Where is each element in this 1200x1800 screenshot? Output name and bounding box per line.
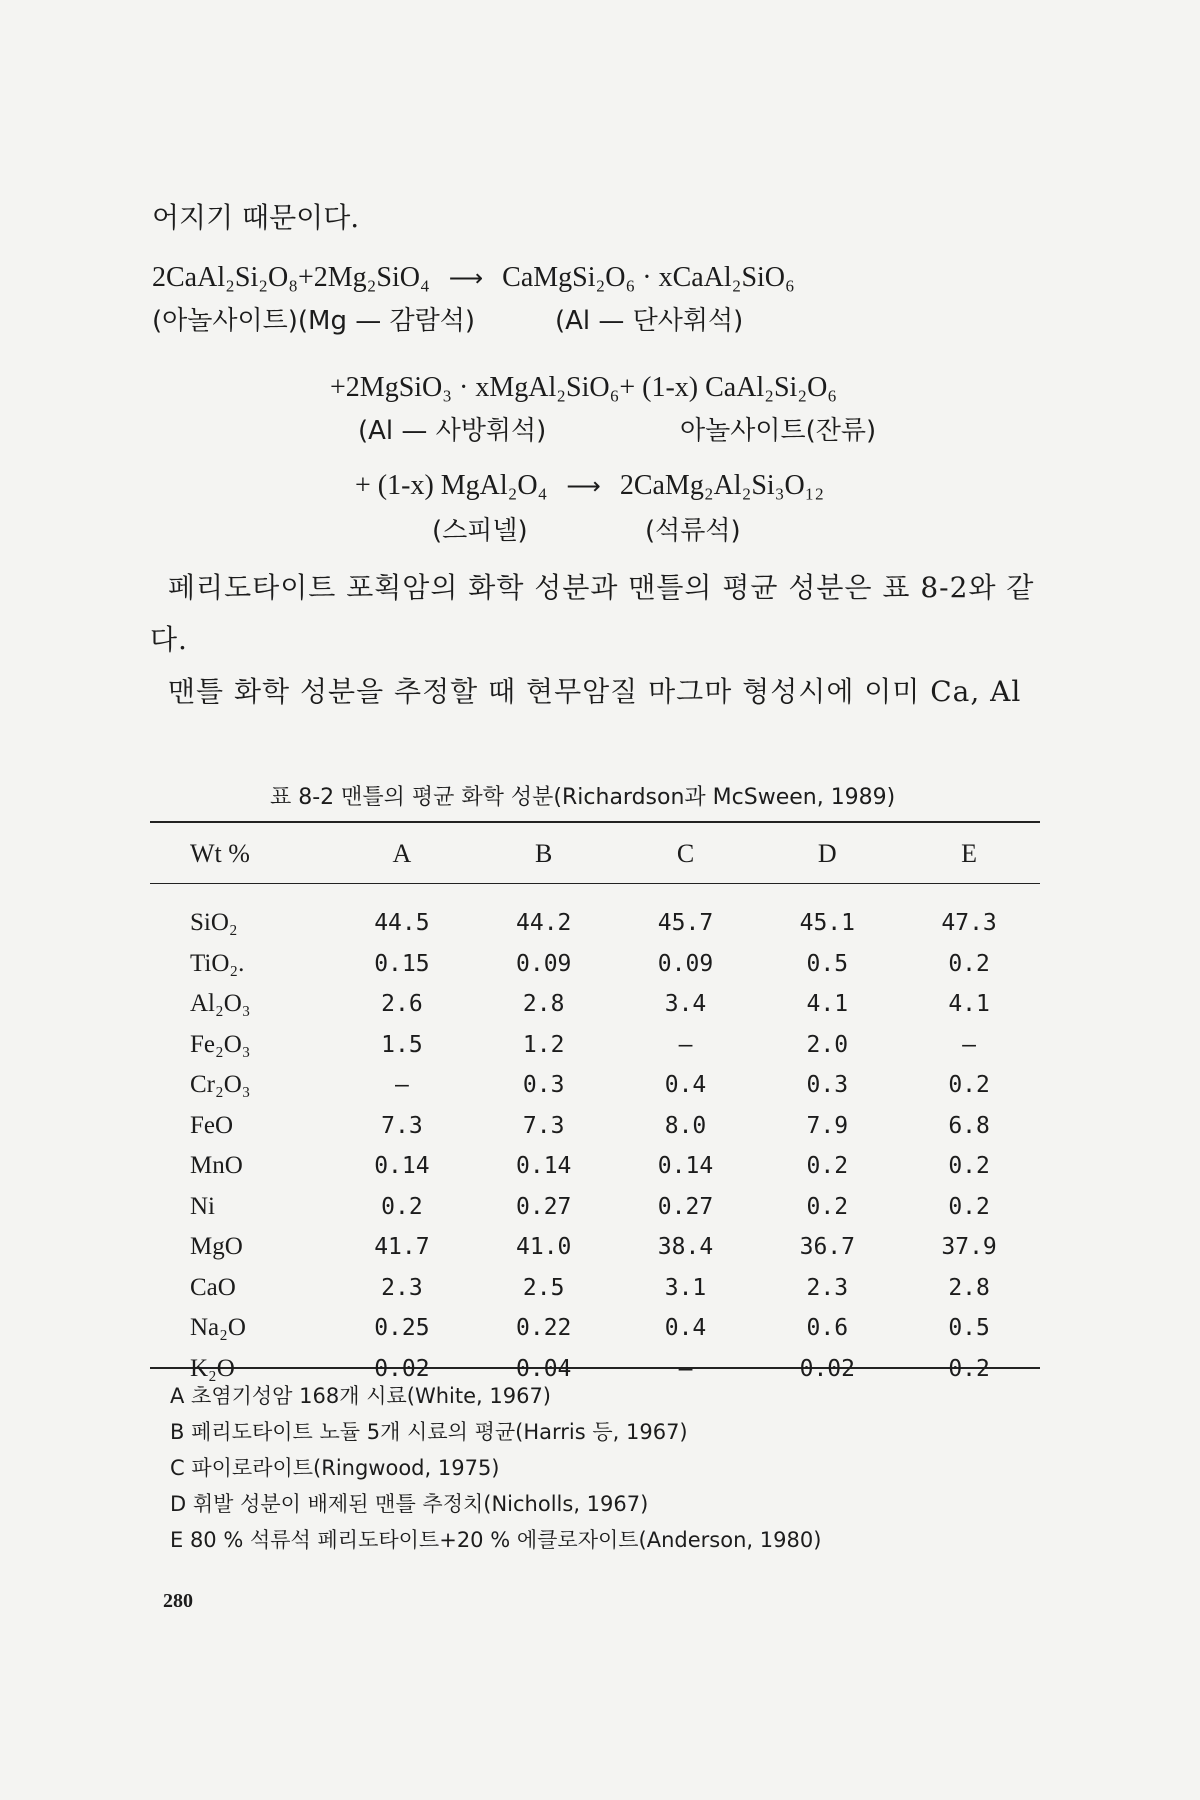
component-cell: CaO: [190, 1273, 236, 1301]
equation-1-label-b: (Al — 단사휘석): [555, 306, 744, 336]
table-row: [150, 1025, 1040, 1066]
value-cell: 0.15: [374, 950, 430, 977]
value-cell: 2.3: [381, 1274, 423, 1301]
paragraph-2: 맨틀 화학 성분을 추정할 때 현무암질 마그마 형성시에 이미 Ca, Al: [168, 675, 1022, 708]
value-cell: 0.09: [516, 950, 572, 977]
note-a: A 초염기성암 168개 시료(White, 1967): [170, 1384, 552, 1408]
equation-1-lhs: 2CaAl₂Si₂O₈+2Mg₂SiO₄: [152, 262, 430, 293]
value-cell: 0.25: [374, 1315, 430, 1342]
value-cell: 0.27: [657, 1193, 714, 1220]
value-cell: 0.02: [799, 1355, 855, 1382]
value-cell: 45.1: [799, 910, 855, 937]
value-cell: 41.0: [516, 1234, 572, 1261]
table-caption: 표 8-2 맨틀의 평균 화학 성분(Richardson과 McSween, 1989): [270, 785, 896, 810]
value-cell: 2.0: [806, 1031, 849, 1058]
value-cell: 38.4: [657, 1234, 714, 1261]
value-cell: 0.2: [806, 1153, 849, 1180]
value-cell: 0.04: [516, 1355, 572, 1382]
value-cell: 2.5: [522, 1274, 565, 1301]
component-cell: MnO: [190, 1152, 243, 1180]
table-row: [150, 1308, 1040, 1349]
value-cell: 45.7: [657, 910, 714, 937]
table-row: [150, 1227, 1040, 1268]
value-cell: 6.8: [948, 1112, 990, 1139]
equation-line-2: +2MgSiO₃ · xMgAl₂SiO₆+ (1-x) CaAl₂Si₂O₆: [330, 372, 838, 403]
value-cell: 2.8: [948, 1274, 990, 1301]
table-row: [150, 1187, 1040, 1228]
value-cell: 0.14: [657, 1153, 714, 1180]
paragraph-1: 페리도타이트 포획암의 화학 성분과 맨틀의 평균 성분은 표 8-2와 같다.: [150, 571, 1035, 656]
value-cell: 0.4: [664, 1315, 707, 1342]
value-cell: 0.2: [381, 1193, 423, 1220]
note-e: E 80 % 석류석 페리도타이트+20 % 에클로자이트(Anderson, 1980): [170, 1528, 822, 1552]
value-cell: 36.7: [799, 1234, 855, 1261]
equation-line-3: [355, 470, 824, 502]
header-wt-percent: Wt %: [190, 839, 250, 868]
equation-3-label-a: (스피넬): [432, 516, 528, 546]
intro-text: 어지기 때문이다.: [152, 201, 360, 234]
value-cell: 2.3: [806, 1274, 849, 1301]
note-d: D 휘발 성분이 배제된 맨틀 추정치(Nicholls, 1967): [170, 1492, 649, 1516]
value-cell: 0.2: [948, 1193, 990, 1220]
value-cell: —: [962, 1031, 977, 1058]
component-cell: K₂O: [190, 1354, 235, 1382]
value-cell: 0.2: [806, 1193, 849, 1220]
equation-2-label-b: 아놀사이트(잔류): [680, 416, 877, 446]
value-cell: 44.5: [374, 910, 430, 937]
component-cell: Ni: [190, 1192, 215, 1220]
value-cell: 0.14: [516, 1153, 572, 1180]
equation-1-rhs: CaMgSi₂O₆ · xCaAl₂SiO₆: [502, 262, 795, 293]
value-cell: —: [678, 1031, 693, 1058]
value-cell: 3.4: [664, 991, 707, 1018]
value-cell: —: [678, 1355, 693, 1382]
table-row: [150, 1106, 1040, 1147]
value-cell: 1.5: [381, 1031, 423, 1058]
table-row: [150, 984, 1040, 1025]
component-cell: Al₂O₃: [190, 990, 251, 1018]
table-row: [150, 944, 1040, 985]
value-cell: 7.3: [522, 1112, 565, 1139]
component-cell: Fe₂O₃: [190, 1030, 251, 1058]
table-row: [150, 886, 1040, 944]
equation-3-rhs: 2CaMg₂Al₂Si₃O₁₂: [619, 470, 825, 501]
value-cell: 0.6: [806, 1315, 849, 1342]
value-cell: 4.1: [948, 991, 990, 1018]
value-cell: 0.02: [374, 1355, 430, 1382]
component-cell: FeO: [190, 1111, 234, 1139]
value-cell: 0.5: [948, 1315, 990, 1342]
value-cell: 0.22: [516, 1315, 572, 1342]
equation-3-label-b: (석류석): [645, 516, 741, 546]
header-e: E: [961, 839, 978, 868]
composition-table: [150, 822, 1040, 1389]
value-cell: 0.2: [948, 1072, 990, 1099]
table-row: [150, 1065, 1040, 1106]
value-cell: 0.2: [948, 1153, 990, 1180]
value-cell: 2.6: [381, 991, 423, 1018]
equation-2-label-a: (Al — 사방휘석): [358, 416, 547, 446]
reaction-arrow-icon: ⟶: [448, 266, 484, 292]
value-cell: 2.8: [522, 991, 565, 1018]
value-cell: 0.2: [948, 950, 990, 977]
value-cell: 7.3: [381, 1112, 423, 1139]
value-cell: 0.3: [806, 1072, 849, 1099]
note-c: C 파이로라이트(Ringwood, 1975): [170, 1456, 500, 1480]
value-cell: 0.4: [664, 1072, 707, 1099]
equation-3-lhs: + (1-x) MgAl₂O₄: [355, 470, 548, 501]
component-cell: MgO: [190, 1233, 243, 1261]
note-b: B 페리도타이트 노듈 5개 시료의 평균(Harris 등, 1967): [170, 1420, 688, 1444]
value-cell: 1.2: [522, 1031, 565, 1058]
header-c: C: [676, 839, 695, 868]
component-cell: TiO₂.: [190, 949, 245, 977]
value-cell: 0.09: [657, 950, 714, 977]
value-cell: 4.1: [806, 991, 849, 1018]
value-cell: 0.27: [516, 1193, 572, 1220]
component-cell: Na₂O: [190, 1314, 246, 1342]
value-cell: 37.9: [941, 1234, 997, 1261]
value-cell: 0.14: [374, 1153, 430, 1180]
table-row: [150, 1268, 1040, 1309]
equation-1-label-a: (아놀사이트)(Mg — 감람석): [152, 306, 475, 336]
table-header-row: [150, 822, 1040, 886]
value-cell: 0.5: [806, 950, 849, 977]
equation-line-1: [152, 262, 795, 294]
value-cell: 47.3: [941, 910, 997, 937]
value-cell: 3.1: [664, 1274, 707, 1301]
value-cell: 7.9: [806, 1112, 849, 1139]
component-cell: SiO₂: [190, 909, 238, 937]
value-cell: —: [394, 1072, 409, 1099]
value-cell: 0.3: [522, 1072, 565, 1099]
header-a: A: [392, 839, 412, 868]
header-b: B: [535, 839, 553, 868]
table-row: [150, 1146, 1040, 1187]
header-d: D: [817, 839, 837, 868]
value-cell: 41.7: [374, 1234, 430, 1261]
value-cell: 44.2: [516, 910, 572, 937]
page-number: 280: [163, 1590, 193, 1612]
reaction-arrow-icon: ⟶: [566, 474, 601, 500]
value-cell: 8.0: [664, 1112, 707, 1139]
value-cell: 0.2: [948, 1355, 990, 1382]
component-cell: Cr₂O₃: [190, 1071, 251, 1099]
